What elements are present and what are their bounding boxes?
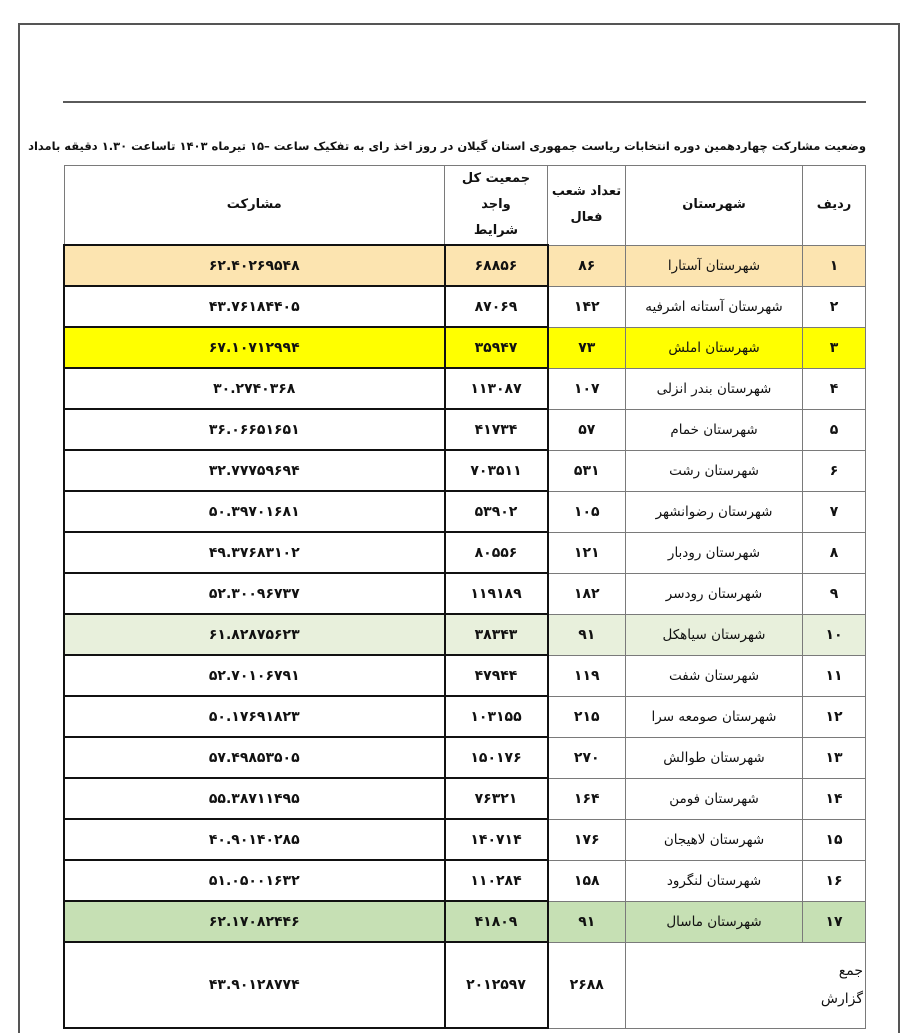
row-radif: ۱۱ bbox=[803, 655, 866, 696]
table-row bbox=[64, 532, 866, 573]
row-radif: ۱۵ bbox=[803, 819, 866, 860]
row-radif: ۵ bbox=[803, 409, 866, 450]
row-shoab: ۵۷ bbox=[548, 409, 626, 450]
row-radif: ۴ bbox=[803, 368, 866, 409]
table-header-row bbox=[64, 166, 866, 246]
table-row bbox=[64, 327, 866, 368]
row-mosharekat: ۵۷.۴۹۸۵۳۵۰۵ bbox=[64, 737, 445, 778]
row-mosharekat: ۵۵.۳۸۷۱۱۴۹۵ bbox=[64, 778, 445, 819]
total-jamiat: ۲۰۱۲۵۹۷ bbox=[445, 942, 548, 1028]
row-radif: ۹ bbox=[803, 573, 866, 614]
row-shahrestan: شهرستان طوالش bbox=[626, 737, 803, 778]
row-shoab: ۱۸۲ bbox=[548, 573, 626, 614]
row-shoab: ۱۰۷ bbox=[548, 368, 626, 409]
row-radif: ۱۷ bbox=[803, 901, 866, 942]
row-shoab: ۱۷۶ bbox=[548, 819, 626, 860]
row-shahrestan: شهرستان رضوانشهر bbox=[626, 491, 803, 532]
row-jamiat: ۱۱۳۰۸۷ bbox=[445, 368, 548, 409]
row-jamiat: ۱۰۳۱۵۵ bbox=[445, 696, 548, 737]
row-jamiat: ۵۳۹۰۲ bbox=[445, 491, 548, 532]
header-shahrestan: شهرستان bbox=[626, 166, 803, 246]
row-jamiat: ۴۱۷۳۴ bbox=[445, 409, 548, 450]
row-shahrestan: شهرستان املش bbox=[626, 327, 803, 368]
row-jamiat: ۴۷۹۴۴ bbox=[445, 655, 548, 696]
row-radif: ۱۰ bbox=[803, 614, 866, 655]
table-row bbox=[64, 286, 866, 327]
header-shoab-line2: فعال bbox=[570, 210, 603, 226]
row-mosharekat: ۳۲.۷۷۷۵۹۶۹۴ bbox=[64, 450, 445, 491]
row-mosharekat: ۵۲.۷۰۱۰۶۷۹۱ bbox=[64, 655, 445, 696]
document-title: وضعیت مشارکت چهاردهمین دوره انتخابات ریاست جمهوری استان گیلان در روز اخذ رای به تفکیک ساعت –۱۵ تیرماه ۱۴۰۳ تاساعت ۱.۳۰ دقیقه بامداد bbox=[28, 139, 866, 153]
row-shahrestan: شهرستان آستانه اشرفیه bbox=[626, 286, 803, 327]
row-shahrestan: شهرستان صومعه سرا bbox=[626, 696, 803, 737]
table-row bbox=[64, 819, 866, 860]
table-row bbox=[64, 245, 866, 286]
table-row bbox=[64, 573, 866, 614]
row-radif: ۸ bbox=[803, 532, 866, 573]
row-mosharekat: ۴۹.۳۷۶۸۳۱۰۲ bbox=[64, 532, 445, 573]
header-jamiat-line1: جمعیت کل واجد bbox=[461, 171, 531, 212]
row-jamiat: ۷۰۳۵۱۱ bbox=[445, 450, 548, 491]
row-shoab: ۱۶۴ bbox=[548, 778, 626, 819]
row-shahrestan: شهرستان رودبار bbox=[626, 532, 803, 573]
row-jamiat: ۱۱۹۱۸۹ bbox=[445, 573, 548, 614]
table-row bbox=[64, 737, 866, 778]
total-label-line1: جمع bbox=[838, 963, 863, 979]
row-jamiat: ۸۰۵۵۶ bbox=[445, 532, 548, 573]
table-row bbox=[64, 368, 866, 409]
row-shahrestan: شهرستان ماسال bbox=[626, 901, 803, 942]
row-shoab: ۱۱۹ bbox=[548, 655, 626, 696]
row-mosharekat: ۵۰.۳۹۷۰۱۶۸۱ bbox=[64, 491, 445, 532]
row-shoab: ۸۶ bbox=[548, 245, 626, 286]
row-mosharekat: ۵۲.۳۰۰۹۶۷۳۷ bbox=[64, 573, 445, 614]
row-shoab: ۵۳۱ bbox=[548, 450, 626, 491]
total-label-line2: گزارش bbox=[820, 991, 863, 1007]
table-row bbox=[64, 450, 866, 491]
row-shoab: ۲۷۰ bbox=[548, 737, 626, 778]
row-jamiat: ۴۱۸۰۹ bbox=[445, 901, 548, 942]
row-jamiat: ۳۸۳۴۳ bbox=[445, 614, 548, 655]
header-radif: ردیف bbox=[803, 166, 866, 246]
header-mosharekat: مشارکت bbox=[64, 166, 445, 246]
table-row bbox=[64, 901, 866, 942]
row-jamiat: ۷۶۳۲۱ bbox=[445, 778, 548, 819]
total-label bbox=[626, 942, 866, 1028]
row-shoab: ۹۱ bbox=[548, 901, 626, 942]
participation-table bbox=[63, 165, 866, 1029]
row-jamiat: ۱۱۰۲۸۴ bbox=[445, 860, 548, 901]
row-shoab: ۷۳ bbox=[548, 327, 626, 368]
header-shoab-line1: تعداد شعب bbox=[551, 184, 622, 200]
row-mosharekat: ۵۱.۰۵۰۰۱۶۳۲ bbox=[64, 860, 445, 901]
row-jamiat: ۳۵۹۴۷ bbox=[445, 327, 548, 368]
row-jamiat: ۸۷۰۶۹ bbox=[445, 286, 548, 327]
header-jamiat-line2: شرایط bbox=[473, 223, 519, 238]
row-shahrestan: شهرستان خمام bbox=[626, 409, 803, 450]
header-shoab bbox=[548, 166, 626, 246]
table-row bbox=[64, 778, 866, 819]
total-mosharekat: ۴۳.۹۰۱۲۸۷۷۴ bbox=[64, 942, 445, 1028]
row-shoab: ۲۱۵ bbox=[548, 696, 626, 737]
header-rule bbox=[63, 101, 866, 103]
header-jamiat bbox=[445, 166, 548, 246]
row-mosharekat: ۳۶.۰۶۶۵۱۶۵۱ bbox=[64, 409, 445, 450]
row-shoab: ۱۰۵ bbox=[548, 491, 626, 532]
row-mosharekat: ۴۰.۹۰۱۴۰۲۸۵ bbox=[64, 819, 445, 860]
row-radif: ۱۴ bbox=[803, 778, 866, 819]
row-radif: ۷ bbox=[803, 491, 866, 532]
row-shoab: ۱۵۸ bbox=[548, 860, 626, 901]
row-radif: ۳ bbox=[803, 327, 866, 368]
table-row bbox=[64, 696, 866, 737]
row-mosharekat: ۶۷.۱۰۷۱۲۹۹۴ bbox=[64, 327, 445, 368]
total-shoab: ۲۶۸۸ bbox=[548, 942, 626, 1028]
row-shahrestan: شهرستان لاهیجان bbox=[626, 819, 803, 860]
row-radif: ۱۲ bbox=[803, 696, 866, 737]
row-shahrestan: شهرستان سیاهکل bbox=[626, 614, 803, 655]
table-body bbox=[64, 245, 866, 942]
table-row bbox=[64, 409, 866, 450]
row-jamiat: ۱۵۰۱۷۶ bbox=[445, 737, 548, 778]
table-row bbox=[64, 655, 866, 696]
row-shahrestan: شهرستان رشت bbox=[626, 450, 803, 491]
row-jamiat: ۱۴۰۷۱۴ bbox=[445, 819, 548, 860]
row-shoab: ۱۲۱ bbox=[548, 532, 626, 573]
row-radif: ۱ bbox=[803, 245, 866, 286]
row-shahrestan: شهرستان بندر انزلی bbox=[626, 368, 803, 409]
table-row bbox=[64, 491, 866, 532]
row-mosharekat: ۵۰.۱۷۶۹۱۸۲۳ bbox=[64, 696, 445, 737]
row-mosharekat: ۶۲.۴۰۲۶۹۵۴۸ bbox=[64, 245, 445, 286]
row-shahrestan: شهرستان شفت bbox=[626, 655, 803, 696]
row-mosharekat: ۴۳.۷۶۱۸۴۴۰۵ bbox=[64, 286, 445, 327]
row-mosharekat: ۶۱.۸۲۸۷۵۶۲۳ bbox=[64, 614, 445, 655]
row-radif: ۱۳ bbox=[803, 737, 866, 778]
row-radif: ۲ bbox=[803, 286, 866, 327]
table-row bbox=[64, 614, 866, 655]
row-mosharekat: ۳۰.۲۷۴۰۳۶۸ bbox=[64, 368, 445, 409]
row-radif: ۶ bbox=[803, 450, 866, 491]
row-jamiat: ۶۸۸۵۶ bbox=[445, 245, 548, 286]
row-radif: ۱۶ bbox=[803, 860, 866, 901]
row-shahrestan: شهرستان رودسر bbox=[626, 573, 803, 614]
row-shahrestan: شهرستان لنگرود bbox=[626, 860, 803, 901]
row-shoab: ۹۱ bbox=[548, 614, 626, 655]
table-row bbox=[64, 860, 866, 901]
row-mosharekat: ۶۲.۱۷۰۸۲۴۴۶ bbox=[64, 901, 445, 942]
row-shahrestan: شهرستان فومن bbox=[626, 778, 803, 819]
row-shoab: ۱۴۲ bbox=[548, 286, 626, 327]
row-shahrestan: شهرستان آستارا bbox=[626, 245, 803, 286]
total-row bbox=[64, 942, 866, 1028]
